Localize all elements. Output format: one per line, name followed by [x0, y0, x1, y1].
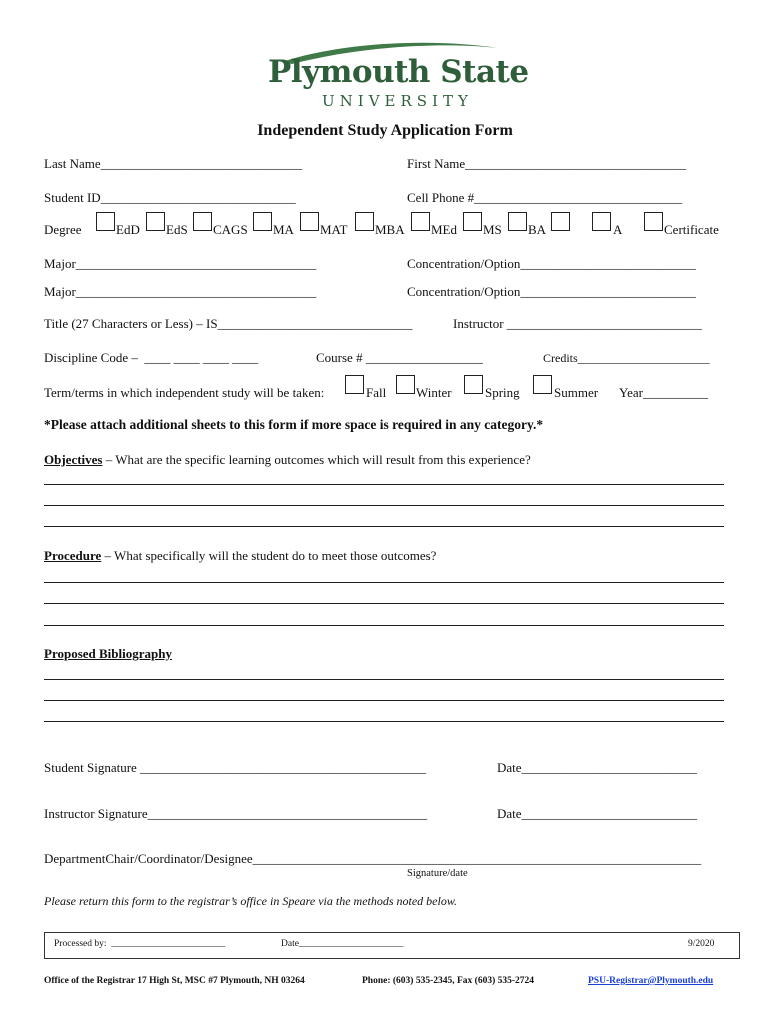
- major-field-1[interactable]: Major_____________________________________: [44, 256, 317, 271]
- degree-ma-checkbox[interactable]: [253, 212, 272, 231]
- degree-mba-label: MBA: [375, 222, 405, 237]
- term-fall-checkbox[interactable]: [345, 375, 364, 394]
- logo-name: Plymouth State: [268, 54, 529, 90]
- degree-a-label: A: [613, 222, 623, 237]
- objectives-line-3[interactable]: [44, 526, 724, 527]
- bibliography-line-3[interactable]: [44, 721, 724, 722]
- procedure-prompt: [44, 548, 436, 564]
- term-summer-checkbox[interactable]: [533, 375, 552, 394]
- year-field[interactable]: Year__________: [619, 385, 708, 400]
- attach-note: *Please attach additional sheets to this form if more space is required in any category.*: [44, 417, 544, 432]
- degree-eds-checkbox[interactable]: [146, 212, 165, 231]
- return-note: Please return this form to the registrar’s office in Speare via the methods noted below.: [44, 894, 457, 908]
- term-summer-label: Summer: [554, 385, 599, 400]
- term-label: Term/terms in which independent study will be taken:: [44, 385, 325, 400]
- study-title-label: Title (27 Characters or Less) – IS: [44, 316, 218, 331]
- degree-mat-checkbox[interactable]: [300, 212, 319, 231]
- student-signature-field[interactable]: Student Signature ____________________________________________: [44, 760, 427, 775]
- degree-certificate-label: Certificate: [664, 222, 719, 237]
- course-number-field[interactable]: Course # __________________: [316, 350, 483, 365]
- degree-ms-checkbox[interactable]: [463, 212, 482, 231]
- degree-ms-label: MS: [483, 222, 502, 237]
- degree-edd-checkbox[interactable]: [96, 212, 115, 231]
- procedure-question: – What specifically will the student do to meet those outcomes?: [101, 548, 437, 563]
- bibliography-heading: Proposed Bibliography: [44, 646, 172, 661]
- degree-label: Degree: [44, 222, 82, 237]
- degree-med-checkbox[interactable]: [411, 212, 430, 231]
- degree-certificate-checkbox[interactable]: [644, 212, 663, 231]
- procedure-line-3[interactable]: [44, 625, 724, 626]
- credits-field[interactable]: Credits______________________: [543, 351, 710, 365]
- procedure-line-1[interactable]: [44, 582, 724, 583]
- first-name-field[interactable]: First Name__________________________________: [407, 156, 687, 171]
- procedure-heading: Procedure: [44, 548, 102, 563]
- processed-by-field[interactable]: Processed by: ________________________: [54, 939, 226, 949]
- office-address: Office of the Registrar 17 High St, MSC #7 Plymouth, NH 03264: [44, 976, 305, 986]
- last-name-field[interactable]: Last Name_______________________________: [44, 156, 303, 171]
- term-winter-label: Winter: [416, 385, 452, 400]
- bibliography-line-1[interactable]: [44, 679, 724, 680]
- instructor-date-field[interactable]: Date___________________________: [497, 806, 698, 821]
- degree-med-label: MEd: [431, 222, 457, 237]
- degree-ba-label: BA: [528, 222, 547, 237]
- form-version: 9/2020: [688, 939, 715, 949]
- registrar-email-link[interactable]: PSU-Registrar@Plymouth.edu: [588, 976, 714, 986]
- student-date-field[interactable]: Date___________________________: [497, 760, 698, 775]
- instructor-field[interactable]: Instructor ______________________________: [453, 316, 702, 331]
- objectives-heading: Objectives: [44, 452, 103, 467]
- objectives-line-2[interactable]: [44, 505, 724, 506]
- logo-subtitle: UNIVERSITY: [322, 92, 473, 110]
- degree-cags-label: CAGS: [213, 222, 248, 237]
- instructor-signature-field[interactable]: Instructor Signature___________________________________________: [44, 806, 428, 821]
- dept-chair-signature-field[interactable]: DepartmentChair/Coordinator/Designee_____________________________________________________________________: [44, 851, 702, 866]
- degree-a-checkbox[interactable]: [592, 212, 611, 231]
- signature-date-caption: Signature/date: [407, 868, 468, 879]
- objectives-question: – What are the specific learning outcomes which will result from this experience?: [102, 452, 531, 467]
- term-spring-checkbox[interactable]: [464, 375, 483, 394]
- form-title: Independent Study Application Form: [257, 122, 513, 139]
- degree-ba-extra-checkbox[interactable]: [551, 212, 570, 231]
- objectives-line-1[interactable]: [44, 484, 724, 485]
- degree-edd-label: EdD: [116, 222, 140, 237]
- objectives-prompt: [44, 452, 531, 468]
- cell-phone-field[interactable]: Cell Phone #________________________________: [407, 190, 683, 205]
- degree-ba-checkbox[interactable]: [508, 212, 527, 231]
- major-field-2[interactable]: Major_____________________________________: [44, 284, 317, 299]
- discipline-code-field[interactable]: Discipline Code – ____ ____ ____ ____: [44, 350, 259, 365]
- term-spring-label: Spring: [485, 385, 520, 400]
- term-fall-label: Fall: [366, 385, 387, 400]
- student-id-field[interactable]: Student ID______________________________: [44, 190, 296, 205]
- concentration-field-2[interactable]: Concentration/Option___________________________: [407, 284, 696, 299]
- degree-mba-checkbox[interactable]: [355, 212, 374, 231]
- term-winter-checkbox[interactable]: [396, 375, 415, 394]
- degree-mat-label: MAT: [320, 222, 348, 237]
- degree-ma-label: MA: [273, 222, 294, 237]
- concentration-field-1[interactable]: Concentration/Option___________________________: [407, 256, 696, 271]
- study-title-field[interactable]: [44, 316, 413, 332]
- degree-cags-checkbox[interactable]: [193, 212, 212, 231]
- degree-eds-label: EdS: [166, 222, 188, 237]
- office-date-field[interactable]: Date______________________: [281, 939, 404, 949]
- study-title-blank: ______________________________: [217, 316, 413, 331]
- university-logo: [262, 36, 529, 110]
- procedure-line-2[interactable]: [44, 603, 724, 604]
- bibliography-line-2[interactable]: [44, 700, 724, 701]
- office-phone: Phone: (603) 535-2345, Fax (603) 535-2724: [362, 976, 535, 986]
